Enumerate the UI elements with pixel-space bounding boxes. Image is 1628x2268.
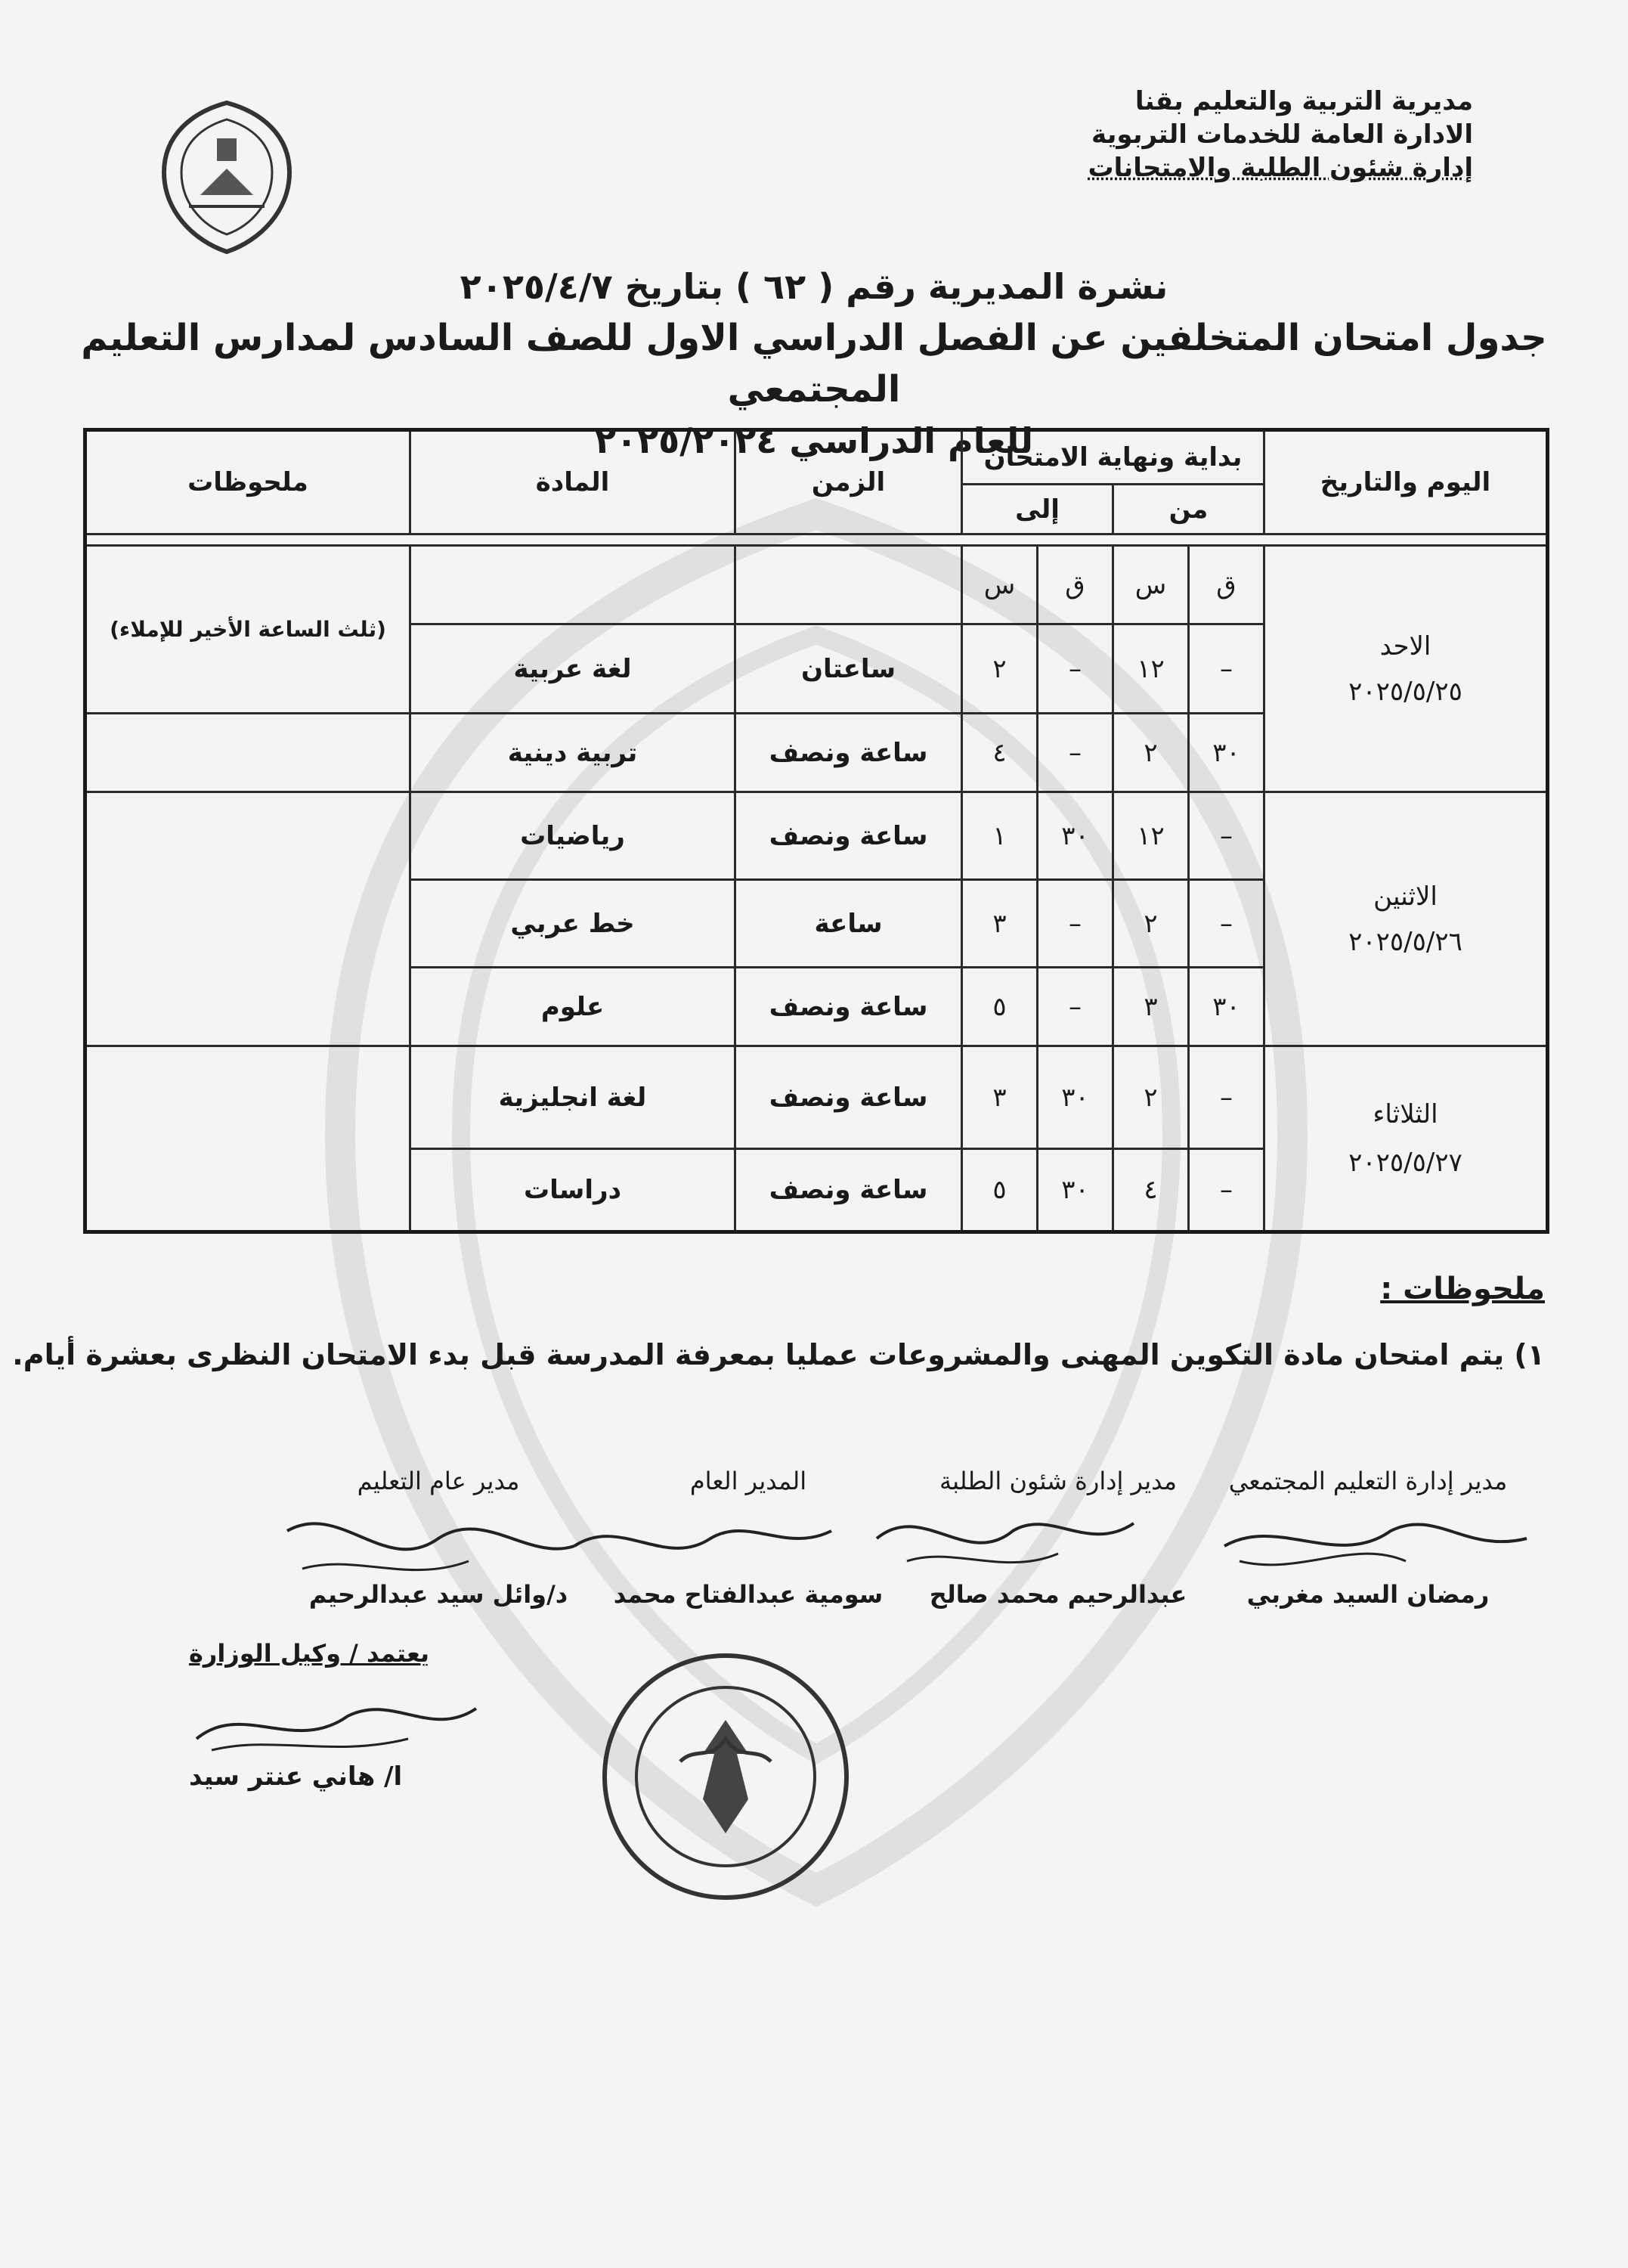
empty-cell <box>735 546 962 624</box>
approver-name: ا/ هاني عنتر سيد <box>189 1761 403 1792</box>
day-date: ٢٠٢٥/٥/٢٥ <box>1348 676 1462 707</box>
exam-schedule-table <box>83 428 1549 1234</box>
to-hour: ٣ <box>962 1046 1038 1149</box>
header-from: من <box>1113 485 1264 534</box>
duration: ساعة ونصف <box>735 714 962 792</box>
duration: ساعة ونصف <box>735 968 962 1046</box>
header-day-date: اليوم والتاريخ <box>1264 430 1548 534</box>
subject: رياضيات <box>410 792 735 880</box>
subject: علوم <box>410 968 735 1046</box>
subject: خط عربي <box>410 880 735 968</box>
note-cell <box>85 714 410 792</box>
subject: تربية دينية <box>410 714 735 792</box>
from-min: – <box>1189 1149 1264 1232</box>
to-min: – <box>1038 968 1113 1046</box>
from-hour: ٢ <box>1113 1046 1189 1149</box>
duration: ساعة ونصف <box>735 1149 962 1232</box>
from-min: – <box>1189 624 1264 714</box>
note-cell: (ثلث الساعة الأخير للإملاء) <box>85 546 410 714</box>
subject: دراسات <box>410 1149 735 1232</box>
note-cell <box>85 1046 410 1232</box>
to-hour: ٤ <box>962 714 1038 792</box>
from-hour: ١٢ <box>1113 792 1189 880</box>
empty-cell <box>410 546 735 624</box>
header-notes: ملحوظات <box>85 430 410 534</box>
from-hour: ٢ <box>1113 880 1189 968</box>
header-line-general-admin: الادارة العامة للخدمات التربوية <box>1091 119 1473 150</box>
official-stamp <box>597 1648 854 1905</box>
to-min: ٣٠ <box>1038 792 1113 880</box>
signature-name: د/وائل سيد عبدالرحيم <box>308 1580 568 1609</box>
notes-heading: ملحوظات : <box>1380 1272 1545 1306</box>
signature-title: المدير العام <box>689 1467 807 1495</box>
header-line-student-affairs: إدارة شئون الطلبة والامتحانات <box>1088 153 1473 183</box>
title-main: جدول امتحان المتخلفين عن الفصل الدراسي الاول للصف السادس لمدارس التعليم المجتمعي <box>81 317 1547 411</box>
day-cell <box>1264 792 1548 1046</box>
from-hour: ٤ <box>1113 1149 1189 1232</box>
header-duration: الزمن <box>735 430 962 534</box>
duration: ساعة ونصف <box>735 1046 962 1149</box>
unit-hour-label: س <box>962 546 1038 624</box>
signature-name: سومية عبدالفتاح محمد <box>613 1580 884 1609</box>
from-min: – <box>1189 880 1264 968</box>
header-subject: المادة <box>410 430 735 534</box>
to-hour: ٥ <box>962 1149 1038 1232</box>
from-hour: ٣ <box>1113 968 1189 1046</box>
to-min: ٣٠ <box>1038 1149 1113 1232</box>
signature-name: عبدالرحيم محمد صالح <box>929 1580 1187 1609</box>
day-date: ٢٠٢٥/٥/٢٧ <box>1348 1148 1462 1178</box>
from-hour: ١٢ <box>1113 624 1189 714</box>
header-exam-range: بداية ونهاية الامتحان <box>962 430 1264 485</box>
issuer-header <box>868 85 1473 184</box>
day-name: الاحد <box>1379 631 1431 662</box>
to-hour: ٣ <box>962 880 1038 968</box>
subject: لغة عربية <box>410 624 735 714</box>
signature-title: مدير إدارة شئون الطلبة <box>939 1467 1178 1495</box>
bulletin-line: نشرة المديرية رقم ( ٦٢ ) بتاريخ ٢٠٢٥/٤/٧ <box>460 266 1168 307</box>
from-min: ٣٠ <box>1189 968 1264 1046</box>
duration: ساعة <box>735 880 962 968</box>
from-min: – <box>1189 1046 1264 1149</box>
day-date: ٢٠٢٥/٥/٢٦ <box>1348 926 1462 957</box>
from-min: – <box>1189 792 1264 880</box>
to-min: – <box>1038 624 1113 714</box>
note-cell <box>85 792 410 1046</box>
unit-min-label: ق <box>1189 546 1264 624</box>
to-hour: ٥ <box>962 968 1038 1046</box>
signature-names <box>287 1580 1519 1609</box>
unit-hour-label: س <box>1113 546 1189 624</box>
subject: لغة انجليزية <box>410 1046 735 1149</box>
from-hour: ٢ <box>1113 714 1189 792</box>
to-hour: ٢ <box>962 624 1038 714</box>
header-divider <box>85 534 1548 546</box>
unit-min-label: ق <box>1038 546 1113 624</box>
day-name: الثلاثاء <box>1373 1099 1438 1129</box>
duration: ساعتان <box>735 624 962 714</box>
to-min: ٣٠ <box>1038 1046 1113 1149</box>
header-line-directorate: مديرية التربية والتعليم بقنا <box>1134 86 1473 116</box>
day-name: الاثنين <box>1373 881 1438 912</box>
approver-signature <box>181 1678 484 1761</box>
note-item-1: ١) يتم امتحان مادة التكوين المهنى والمشروعات عمليا بمعرفة المدرسة قبل بدء الامتحان النظرى بعشرة أيام. <box>12 1338 1545 1371</box>
directorate-logo <box>155 97 299 256</box>
approval-label: يعتمد / وكيل الوزارة <box>189 1639 430 1668</box>
day-cell <box>1264 1046 1548 1232</box>
signature-name: رمضان السيد مغربي <box>1246 1580 1490 1609</box>
title-year: للعام الدراسي ٢٠٢٥/٢٠٢٤ <box>594 420 1034 461</box>
to-hour: ١ <box>962 792 1038 880</box>
to-min: – <box>1038 714 1113 792</box>
signature-title: مدير عام التعليم <box>357 1467 520 1495</box>
from-min: ٣٠ <box>1189 714 1264 792</box>
day-cell <box>1264 546 1548 792</box>
header-to: إلى <box>962 485 1113 534</box>
to-min: – <box>1038 880 1113 968</box>
duration: ساعة ونصف <box>735 792 962 880</box>
signature-title: مدير إدارة التعليم المجتمعي <box>1228 1467 1508 1495</box>
